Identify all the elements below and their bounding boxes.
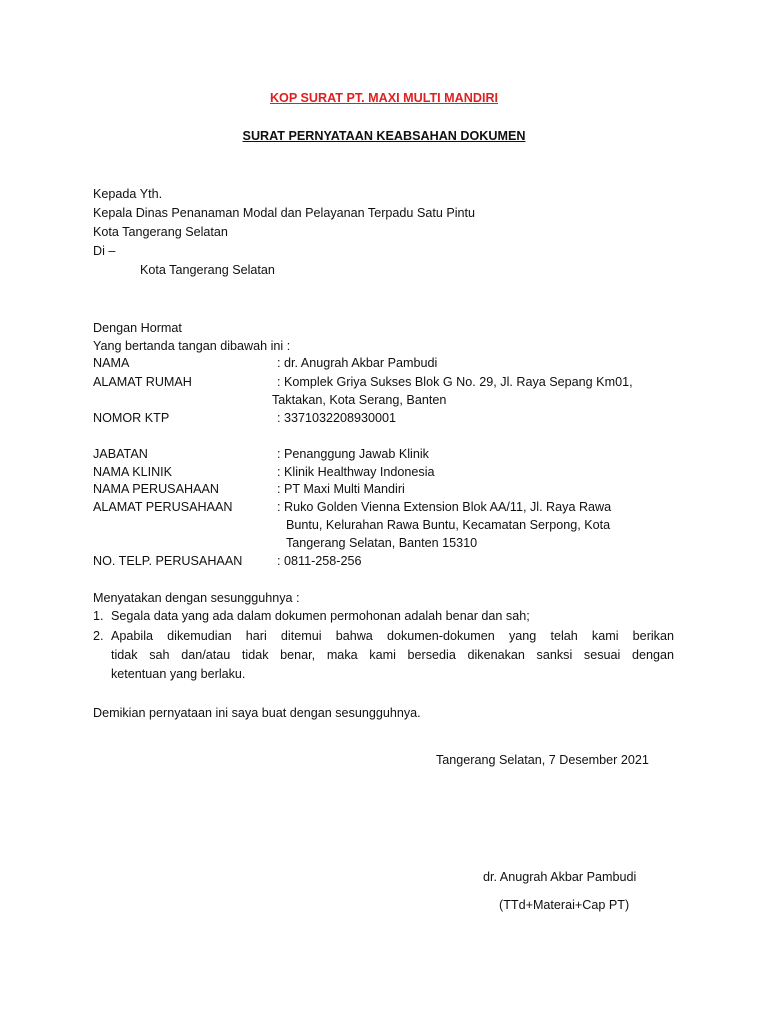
statement-text: tidak sah dan/atau tidak benar, maka kami bersedia dikenakan sanksi sesuai dengan (111, 648, 674, 662)
statement-text: ketentuan yang berlaku. (111, 667, 246, 681)
statement-number: 2. (93, 629, 104, 643)
field-label-telp: NO. TELP. PERUSAHAAN (93, 554, 243, 568)
statement-text: Segala data yang ada dalam dokumen permohonan adalah benar dan sah; (111, 609, 530, 623)
field-value-nama-perusahaan: : PT Maxi Multi Mandiri (277, 482, 405, 496)
recipient-line: Kota Tangerang Selatan (93, 225, 228, 239)
closing-text: Demikian pernyataan ini saya buat dengan sesungguhnya. (93, 706, 421, 720)
recipient-line: Kepala Dinas Penanaman Modal dan Pelayanan Terpadu Satu Pintu (93, 206, 476, 220)
field-value-jabatan: : Penanggung Jawab Klinik (277, 447, 429, 461)
field-label-alamat-rumah: ALAMAT RUMAH (93, 375, 192, 389)
field-value-alamat-perusahaan-cont: Tangerang Selatan, Banten 15310 (286, 536, 478, 550)
field-label-nama: NAMA (93, 356, 130, 370)
field-value-alamat-rumah-cont: Taktakan, Kota Serang, Banten (272, 393, 447, 407)
place-date: Tangerang Selatan, 7 Desember 2021 (436, 753, 649, 767)
field-value-nama-klinik: : Klinik Healthway Indonesia (277, 465, 435, 479)
signatory-name: dr. Anugrah Akbar Pambudi (483, 870, 637, 884)
field-label-nama-perusahaan: NAMA PERUSAHAAN (93, 482, 219, 496)
intro-text: Yang bertanda tangan dibawah ini : (93, 339, 291, 353)
field-label-nama-klinik: NAMA KLINIK (93, 465, 173, 479)
field-value-alamat-perusahaan: : Ruko Golden Vienna Extension Blok AA/11, Jl. Raya Rawa (277, 500, 612, 514)
greeting: Dengan Hormat (93, 321, 182, 335)
letter-subject: SURAT PERNYATAAN KEABSAHAN DOKUMEN (242, 129, 526, 143)
statement-number: 1. (93, 609, 104, 623)
field-value-ktp: : 3371032208930001 (277, 411, 397, 425)
recipient-line: Di – (93, 244, 116, 258)
declaration-intro: Menyatakan dengan sesungguhnya : (93, 591, 300, 605)
recipient-line: Kepada Yth. (93, 187, 163, 201)
field-label-alamat-perusahaan: ALAMAT PERUSAHAAN (93, 500, 233, 514)
letterhead: KOP SURAT PT. MAXI MULTI MANDIRI (269, 91, 499, 105)
recipient-line: Kota Tangerang Selatan (140, 263, 275, 277)
field-value-telp: : 0811-258-256 (277, 554, 362, 568)
field-value-nama: : dr. Anugrah Akbar Pambudi (277, 356, 438, 370)
statement-text: Apabila dikemudian hari ditemui bahwa dokumen-dokumen yang telah kami berikan (111, 629, 674, 643)
field-value-alamat-perusahaan-cont: Buntu, Kelurahan Rawa Buntu, Kecamatan Serpong, Kota (286, 518, 611, 532)
field-label-ktp: NOMOR KTP (93, 411, 170, 425)
field-label-jabatan: JABATAN (93, 447, 148, 461)
signature-note: (TTd+Materai+Cap PT) (499, 898, 630, 912)
field-value-alamat-rumah: : Komplek Griya Sukses Blok G No. 29, Jl. Raya Sepang Km01, (277, 375, 633, 389)
